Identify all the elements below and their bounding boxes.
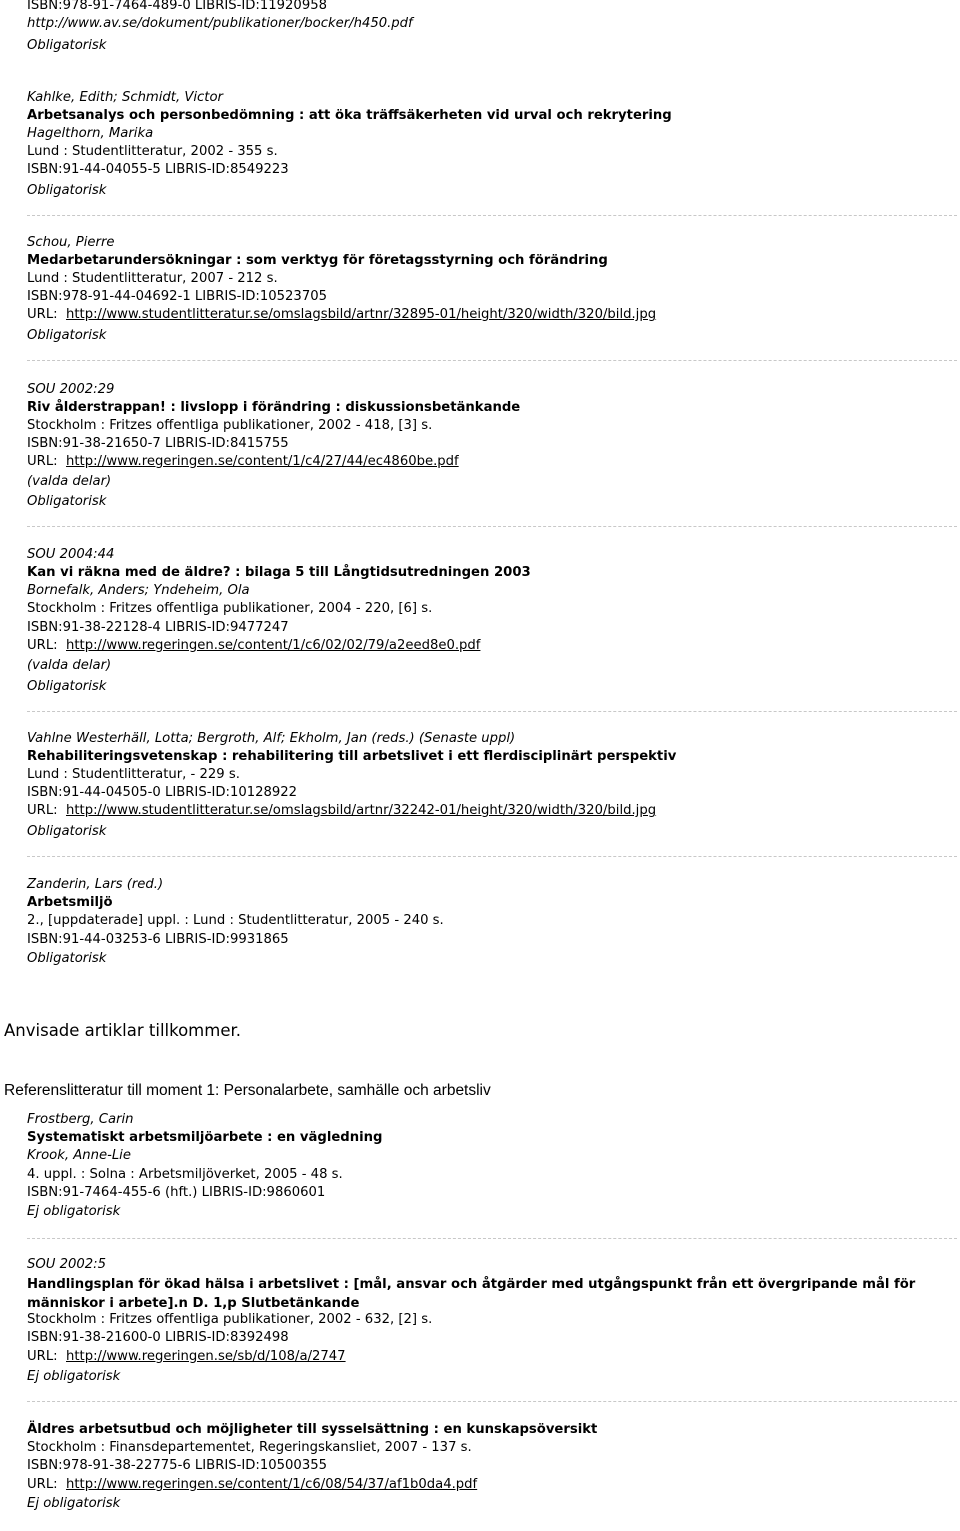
editor: Krook, Anne-Lie xyxy=(27,1148,131,1163)
status-label: Obligatorisk xyxy=(27,38,107,53)
url-label: URL: xyxy=(27,803,58,818)
url-link[interactable]: http://www.studentlitteratur.se/omslagsbild/artnr/32895-01/height/320/width/320/bild.jpg xyxy=(66,307,657,322)
publisher: Stockholm : Finansdepartementet, Regeringskansliet, 2007 - 137 s. xyxy=(27,1440,472,1455)
footer-note: Anvisade artiklar tillkommer. xyxy=(4,1021,241,1040)
book-title: Rehabiliteringsvetenskap : rehabilitering till arbetslivet i ett flerdisciplinärt perspektiv xyxy=(27,749,677,764)
url-line xyxy=(27,453,459,471)
isbn-line: ISBN:91-38-21650-7 LIBRIS-ID:8415755 xyxy=(27,436,289,451)
url-label: URL: xyxy=(27,1477,58,1492)
publisher: Lund : Studentlitteratur, 2007 - 212 s. xyxy=(27,271,278,286)
entry-divider xyxy=(27,526,957,527)
note: (valda delar) xyxy=(27,658,112,673)
status-label: Obligatorisk xyxy=(27,494,107,509)
book-title: Arbetsanalys och personbedömning : att öka träffsäkerheten vid urval och rekrytering xyxy=(27,108,672,123)
section-heading: Referenslitteratur till moment 1: Personalarbete, samhälle och arbetsliv xyxy=(4,1082,491,1099)
url-link[interactable]: http://www.regeringen.se/sb/d/108/a/2747 xyxy=(66,1349,346,1364)
status-label: Obligatorisk xyxy=(27,824,107,839)
isbn-line: ISBN:978-91-7464-489-0 LIBRIS-ID:11920958 xyxy=(27,0,327,13)
book-title: Systematiskt arbetsmiljöarbete : en vägledning xyxy=(27,1130,383,1145)
url-label: URL: xyxy=(27,638,58,653)
publisher: Stockholm : Fritzes offentliga publikationer, 2002 - 418, [3] s. xyxy=(27,418,433,433)
authors: Kahlke, Edith; Schmidt, Victor xyxy=(27,90,223,105)
url-label: URL: xyxy=(27,1349,58,1364)
isbn-line: ISBN:91-38-22128-4 LIBRIS-ID:9477247 xyxy=(27,620,289,635)
status-label: Obligatorisk xyxy=(27,679,107,694)
url-link[interactable]: http://www.regeringen.se/content/1/c6/08/54/37/af1b0da4.pdf xyxy=(66,1477,478,1492)
status-label: Ej obligatorisk xyxy=(27,1204,121,1219)
publisher: Stockholm : Fritzes offentliga publikationer, 2002 - 632, [2] s. xyxy=(27,1312,433,1327)
url-link[interactable]: http://www.av.se/dokument/publikationer/bocker/h450.pdf xyxy=(27,16,413,31)
authors: Frostberg, Carin xyxy=(27,1112,134,1127)
editor: Hagelthorn, Marika xyxy=(27,126,154,141)
isbn-line: ISBN:978-91-38-22775-6 LIBRIS-ID:10500355 xyxy=(27,1458,327,1473)
url-line xyxy=(27,802,656,820)
status-label: Ej obligatorisk xyxy=(27,1369,121,1384)
url-link[interactable]: http://www.regeringen.se/content/1/c6/02/02/79/a2eed8e0.pdf xyxy=(66,638,481,653)
url-label: URL: xyxy=(27,454,58,469)
status-label: Ej obligatorisk xyxy=(27,1496,121,1511)
url-line xyxy=(27,306,656,324)
isbn-line: ISBN:91-44-03253-6 LIBRIS-ID:9931865 xyxy=(27,932,289,947)
isbn-line: ISBN:91-7464-455-6 (hft.) LIBRIS-ID:9860601 xyxy=(27,1185,326,1200)
book-title: Medarbetarundersökningar : som verktyg för företagsstyrning och förändring xyxy=(27,253,608,268)
book-title: Riv ålderstrappan! : livslopp i förändring : diskussionsbetänkande xyxy=(27,400,521,415)
isbn-line: ISBN:91-44-04055-5 LIBRIS-ID:8549223 xyxy=(27,162,289,177)
book-title: Äldres arbetsutbud och möjligheter till sysselsättning : en kunskapsöversikt xyxy=(27,1422,598,1437)
entry-divider xyxy=(27,856,957,857)
publisher: 4. uppl. : Solna : Arbetsmiljöverket, 2005 - 48 s. xyxy=(27,1167,343,1182)
url-line xyxy=(27,1348,346,1366)
entry-divider xyxy=(27,360,957,361)
authors: Schou, Pierre xyxy=(27,235,115,250)
publisher: Lund : Studentlitteratur, 2002 - 355 s. xyxy=(27,144,278,159)
series-label: SOU 2002:5 xyxy=(27,1257,106,1272)
entry-divider xyxy=(27,215,957,216)
book-title: Arbetsmiljö xyxy=(27,895,113,910)
status-label: Obligatorisk xyxy=(27,328,107,343)
publisher: 2., [uppdaterade] uppl. : Lund : Studentlitteratur, 2005 - 240 s. xyxy=(27,913,444,928)
entry-divider xyxy=(27,1238,957,1239)
url-label: URL: xyxy=(27,307,58,322)
isbn-line: ISBN:978-91-44-04692-1 LIBRIS-ID:10523705 xyxy=(27,289,327,304)
series-label: SOU 2002:29 xyxy=(27,382,115,397)
note: (valda delar) xyxy=(27,474,112,489)
isbn-line: ISBN:91-38-21600-0 LIBRIS-ID:8392498 xyxy=(27,1330,289,1345)
entry-divider xyxy=(27,711,957,712)
authors: Bornefalk, Anders; Yndeheim, Ola xyxy=(27,583,250,598)
url-link[interactable]: http://www.studentlitteratur.se/omslagsbild/artnr/32242-01/height/320/width/320/bild.jpg xyxy=(66,803,657,818)
authors: Vahlne Westerhäll, Lotta; Bergroth, Alf; Ekholm, Jan (reds.) (Senaste uppl) xyxy=(27,731,516,746)
book-title: Handlingsplan för ökad hälsa i arbetslivet : [mål, ansvar och åtgärder med utgångspunkt från ett övergripande mål för människor i arbete].n D. 1,p Slutbetänkande xyxy=(27,1277,916,1311)
series-label: SOU 2004:44 xyxy=(27,547,115,562)
status-label: Obligatorisk xyxy=(27,951,107,966)
url-line xyxy=(27,637,480,655)
url-link[interactable]: http://www.regeringen.se/content/1/c4/27/44/ec4860be.pdf xyxy=(66,454,459,469)
status-label: Obligatorisk xyxy=(27,183,107,198)
url-line xyxy=(27,1476,477,1494)
publisher: Stockholm : Fritzes offentliga publikationer, 2004 - 220, [6] s. xyxy=(27,601,433,616)
entry-divider xyxy=(27,1401,957,1402)
book-title: Kan vi räkna med de äldre? : bilaga 5 till Långtidsutredningen 2003 xyxy=(27,565,531,580)
publisher: Lund : Studentlitteratur, - 229 s. xyxy=(27,767,240,782)
authors: Zanderin, Lars (red.) xyxy=(27,877,164,892)
isbn-line: ISBN:91-44-04505-0 LIBRIS-ID:10128922 xyxy=(27,785,298,800)
